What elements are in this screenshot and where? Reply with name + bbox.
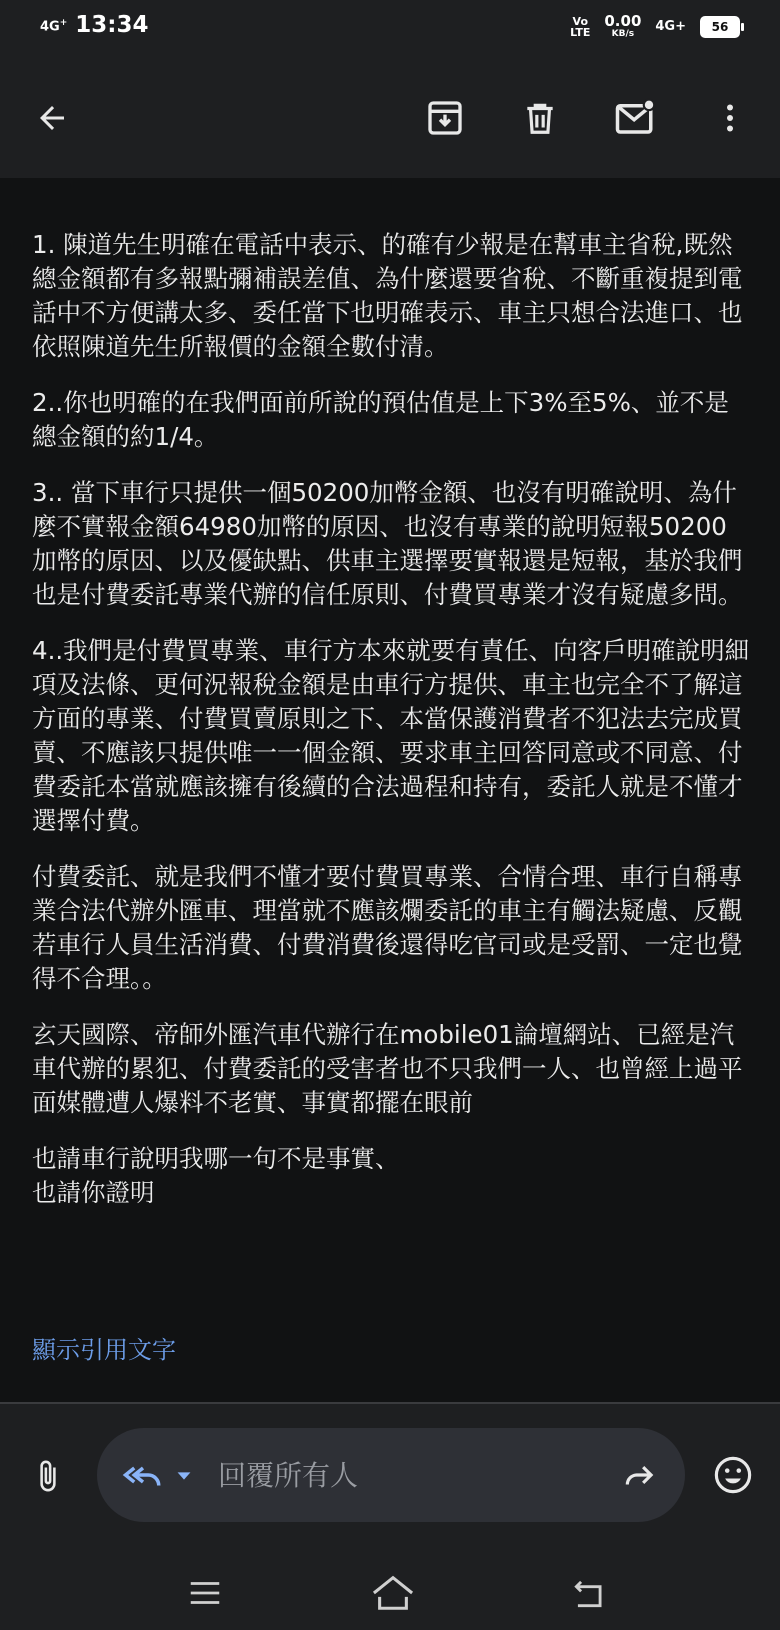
mark-unread-button[interactable] — [605, 88, 665, 148]
top-app-bar — [0, 56, 780, 178]
email-closing — [32, 1142, 750, 1210]
mail-unread-icon — [614, 97, 656, 139]
battery-indicator — [700, 16, 740, 38]
smile-icon — [712, 1454, 754, 1496]
reply-all-button[interactable] — [118, 1450, 168, 1500]
network-type: 4G+ — [655, 19, 686, 34]
clock: 13:34 — [75, 12, 149, 38]
closing-line-1: 也請車行說明我哪一句不是事實、 — [32, 1144, 400, 1173]
back-button[interactable] — [22, 88, 82, 148]
emoji-button[interactable] — [706, 1448, 760, 1502]
home-icon — [370, 1572, 416, 1614]
delete-button[interactable] — [510, 88, 570, 148]
reply-all-icon — [122, 1454, 164, 1496]
back-icon — [570, 1574, 608, 1612]
system-nav-bar — [0, 1554, 780, 1630]
show-quoted-text-link[interactable]: 顯示引用文字 — [32, 1336, 176, 1364]
volte-indicator — [570, 16, 590, 38]
email-paragraph-3: 3.. 當下車行只提供一個50200加幣金額、也沒有明確說明、為什麼不實報金額64980加幣的原因、也沒有專業的說明短報50200加幣的原因、以及優缺點、供車主選擇要實報還是短報，基於我們也是付費委託專業代辦的信任原則、付費買專業才沒有疑慮多問。 — [32, 478, 743, 609]
email-paragraph-2: 2..你也明確的在我們面前所說的預估值是上下3%至5%、並不是總金額的約1/4。 — [32, 388, 729, 451]
email-body — [32, 228, 750, 1210]
trash-icon — [521, 99, 559, 137]
signal-plus: + — [59, 17, 68, 28]
nav-home-button[interactable] — [365, 1566, 421, 1620]
signal-label: 4G — [40, 19, 60, 35]
menu-icon — [186, 1574, 224, 1612]
volte-bottom: LTE — [570, 25, 591, 39]
battery-level: 56 — [711, 19, 729, 34]
speed-value: 0.00 — [604, 12, 642, 30]
bottom-bar — [0, 1404, 780, 1630]
archive-button[interactable] — [415, 88, 475, 148]
arrow-left-icon — [34, 100, 70, 136]
caret-down-icon — [173, 1465, 195, 1487]
attach-button[interactable] — [24, 1450, 72, 1502]
forward-button[interactable] — [615, 1450, 665, 1500]
network-speed — [604, 14, 641, 39]
more-options-button[interactable] — [700, 88, 760, 148]
email-paragraph-1: 1. 陳道先生明確在電話中表示、的確有少報是在幫車主省稅,既然總金額都有多報點彌補誤差值、為什麼還要省稅、不斷重複提到電話中不方便講太多、委任當下也明確表示、車主只想合法進口、也依照陳道先生所報價的金額全數付清。 — [32, 230, 743, 361]
paperclip-icon — [31, 1459, 65, 1493]
email-paragraph-6: 玄天國際、帝師外匯汽車代辦行在mobile01論壇網站、已經是汽車代辦的累犯、付費委託的受害者也不只我們一人、也曾經上過平面媒體遭人爆料不老實、事實都擺在眼前 — [32, 1020, 743, 1117]
email-paragraph-4: 4..我們是付費買專業、車行方本來就要有責任、向客戶明確說明細項及法條、更何況報稅金額是由車行方提供、車主也完全不了解這方面的專業、付費買賣原則之下、本當保護消費者不犯法去完成買賣、不應該只提供唯一一個金額、要求車主回答同意或不同意、付費委託本當就應該擁有後續的合法過程和持有，委託人就是不懂才選擇付費。 — [32, 636, 750, 835]
signal-indicator — [40, 17, 67, 33]
archive-icon — [425, 98, 465, 138]
nav-menu-button[interactable] — [180, 1568, 230, 1618]
email-paragraph-5: 付費委託、就是我們不懂才要付費買專業、合情合理、車行自稱專業合法代辦外匯車、理當就不應該爛委託的車主有觸法疑慮、反觀若車行人員生活消費、付費消費後還得吃官司或是受罰、一定也覺得不合理。。 — [32, 862, 743, 993]
speed-unit: KB/s — [611, 29, 635, 39]
closing-line-2: 也請你證明 — [32, 1178, 155, 1207]
volte-top: Vo — [572, 14, 588, 28]
reply-mode-dropdown[interactable] — [170, 1462, 198, 1490]
forward-icon — [621, 1456, 659, 1494]
status-bar — [0, 0, 780, 56]
nav-back-button[interactable] — [564, 1568, 614, 1618]
more-vert-icon — [712, 100, 748, 136]
reply-placeholder[interactable]: 回覆所有人 — [218, 1459, 359, 1492]
